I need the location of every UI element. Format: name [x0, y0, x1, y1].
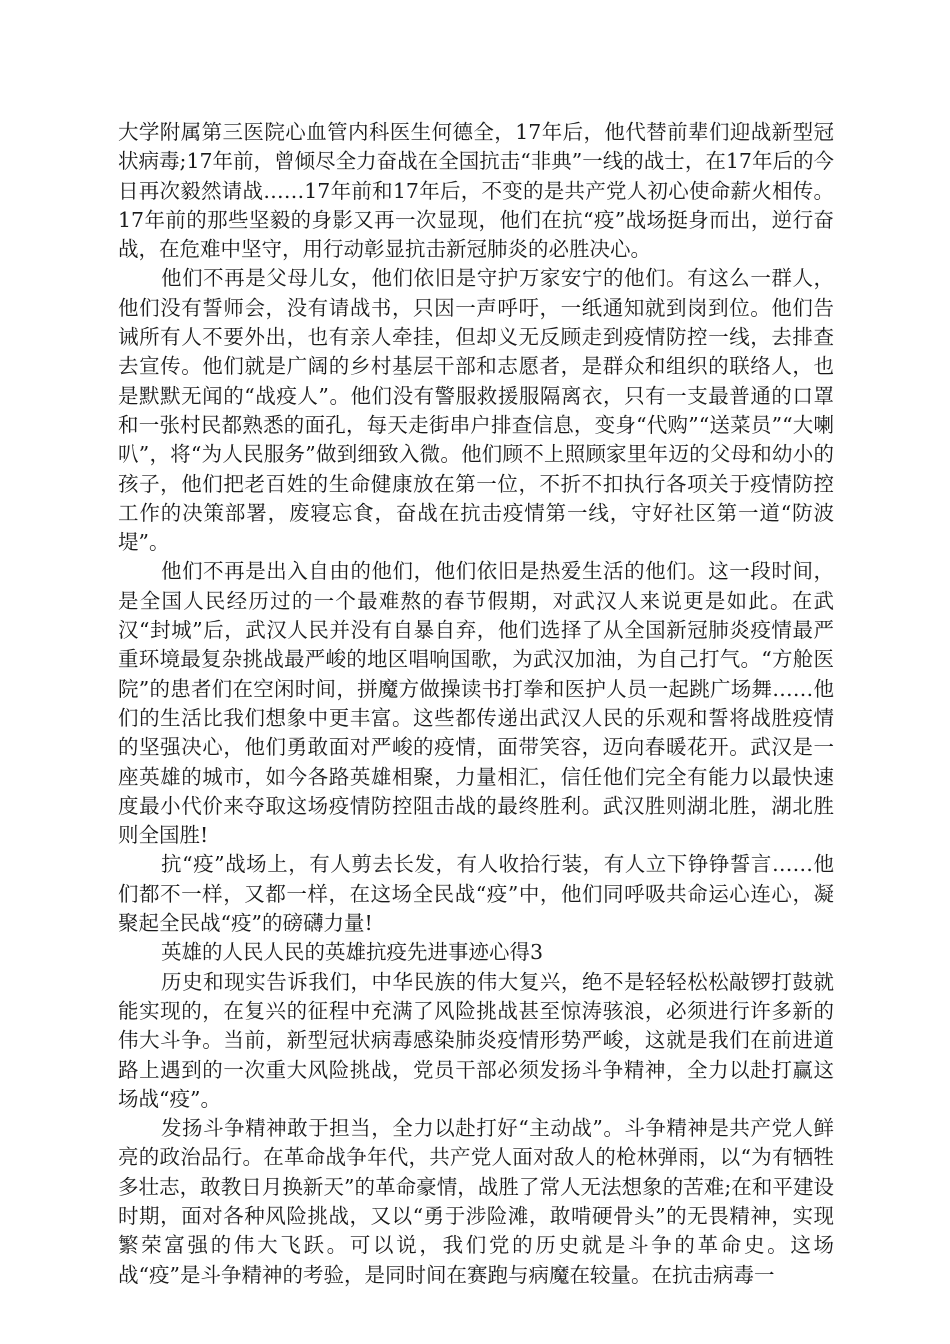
paragraph-struggle-spirit: 发扬斗争精神敢于担当，全力以赴打好“主动战”。斗争精神是共产党人鲜亮的政治品行。在革命战争年代，共产党人面对敌人的枪林弹雨，以“为有牺牲多壮志，敢教日月换新天”的革命豪情，战胜了常人无法想象的苦难;在和平建设时期，面对各种风险挑战，又以“勇于涉险滩，敢啃硬骨头”的无畏精神，实现繁荣富强的伟大飞跃。可以说，我们党的历史就是斗争的革命史。这场战“疫”是斗争精神的考验，是同时间在赛跑与病魔在较量。在抗击病毒一: [118, 1116, 834, 1287]
paragraph-history-reality: 历史和现实告诉我们，中华民族的伟大复兴，绝不是轻轻松松敲锣打鼓就能实现的，在复兴的征程中充满了风险挑战甚至惊涛骇浪，必须进行许多新的伟大斗争。当前，新型冠状病毒感染肺炎疫情形势严峻，这就是我们在前进道路上遇到的一次重大风险挑战，党员干部必须发扬斗争精神，全力以赴打赢这场战“疫”。: [118, 969, 834, 1111]
paragraph-national-effort: 抗“疫”战场上，有人剪去长发，有人收拾行装，有人立下铮铮誓言……他们都不一样，又都一样，在这场全民战“疫”中，他们同呼吸共命运心连心，凝聚起全民战“疫”的磅礴力量!: [118, 852, 834, 936]
paragraph-continued-intro: 大学附属第三医院心血管内科医生何德全，17年后，他代替前辈们迎战新型冠状病毒;17年前，曾倾尽全力奋战在全国抗击“非典”一线的战士，在17年后的今日再次毅然请战……17年前和17年后，不变的是共产党人初心使命薪火相传。17年前的那些坚毅的身影又再一次显现，他们在抗“疫”战场挺身而出，逆行奋战，在危难中坚守，用行动彰显抗击新冠肺炎的必胜决心。: [118, 120, 834, 262]
document-page: [118, 118, 834, 1290]
paragraph-wuhan-people: 他们不再是出入自由的他们，他们依旧是热爱生活的他们。这一段时间，是全国人民经历过的一个最难熬的春节假期，对武汉人来说更是如此。在武汉“封城”后，武汉人民并没有自暴自弃，他们选择了从全国新冠肺炎疫情最严重环境最复杂挑战最严峻的地区唱响国歌，为武汉加油，为自己打气。“方舱医院”的患者们在空闲时间，拼魔方做操读书打拳和医护人员一起跳广场舞……他们的生活比我们想象中更丰富。这些都传递出武汉人民的乐观和誓将战胜疫情的坚强决心，他们勇敢面对严峻的疫情，面带笑容，迈向春暖花开。武汉是一座英雄的城市，如今各路英雄相聚，力量相汇，信任他们完全有能力以最快速度最小代价来夺取这场疫情防控阻击战的最终胜利。武汉胜则湖北胜，湖北胜则全国胜!: [118, 559, 834, 848]
paragraph-grassroots-workers: 他们不再是父母儿女，他们依旧是守护万家安宁的他们。有这么一群人，他们没有誓师会，没有请战书，只因一声呼吁，一纸通知就到岗到位。他们告诫所有人不要外出，也有亲人牵挂，但却义无反顾走到疫情防控一线，去排查去宣传。他们就是广阔的乡村基层干部和志愿者，是群众和组织的联络人，也是默默无闻的“战疫人”。他们没有警服救援服隔离衣，只有一支最普通的口罩和一张村民都熟悉的面孔，每天走街串户排查信息，变身“代购”“送菜员”“大喇叭”，将“为人民服务”做到细致入微。他们顾不上照顾家里年迈的父母和幼小的孩子，他们把老百姓的生命健康放在第一位，不折不扣执行各项关于疫情防控工作的决策部署，废寝忘食，奋战在抗击疫情第一线，守好社区第一道“防波堤”。: [118, 266, 834, 555]
section-heading: 英雄的人民人民的英雄抗疫先进事迹心得3: [161, 940, 544, 965]
